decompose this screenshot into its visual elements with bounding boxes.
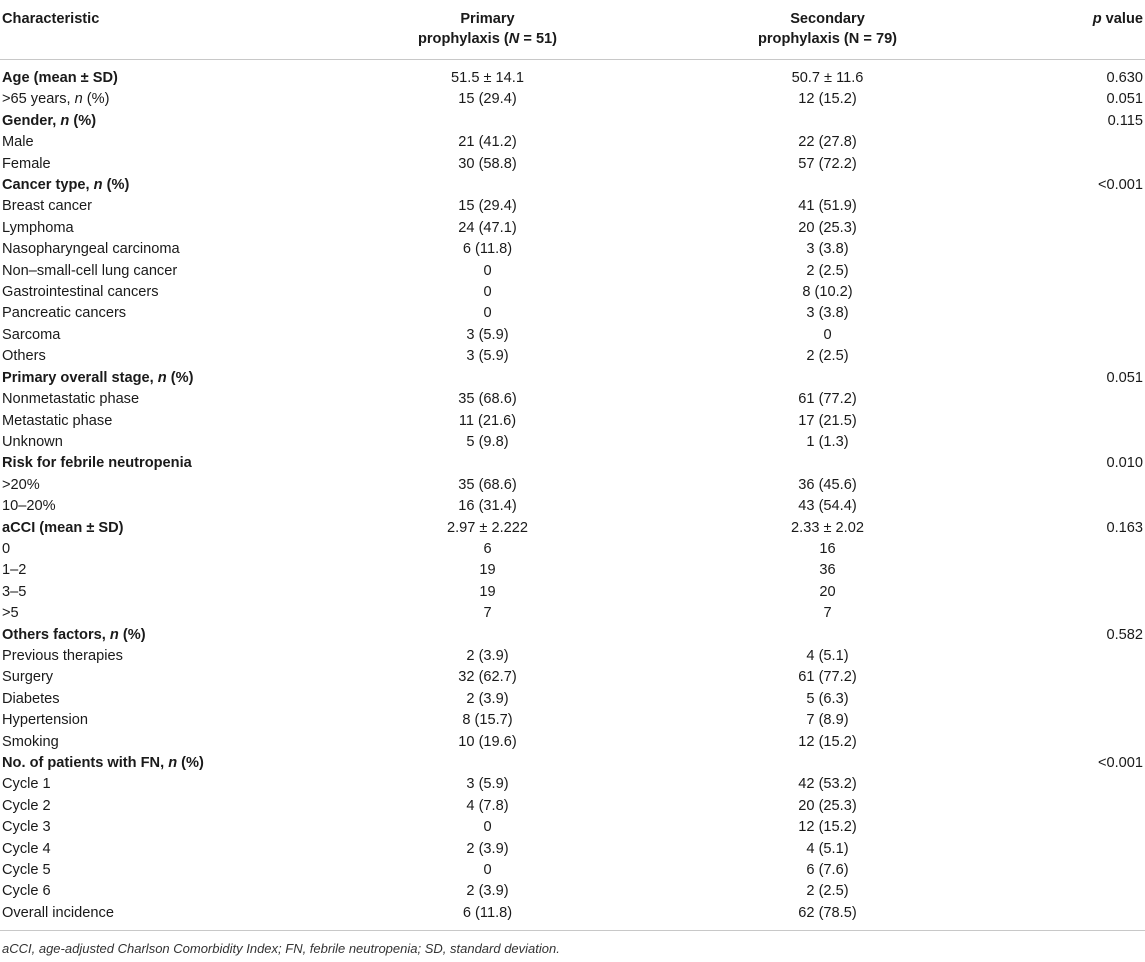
row-primary-value: 10 (19.6) — [458, 733, 517, 750]
row-p-value — [970, 282, 1145, 303]
table-row — [0, 411, 1145, 432]
row-characteristic — [0, 132, 290, 153]
row-characteristic — [0, 710, 290, 731]
row-secondary-value: 50.7 ± 11.6 — [791, 70, 864, 86]
row-label-suffix: (%) — [118, 626, 146, 643]
row-label: Age (mean ± SD) — [2, 70, 118, 86]
row-secondary-value: 17 (21.5) — [798, 412, 857, 429]
row-secondary-value: 20 — [819, 583, 836, 600]
row-characteristic — [0, 560, 290, 581]
table-row — [0, 89, 1145, 110]
row-label: Non–small-cell lung cancer — [2, 262, 178, 279]
row-characteristic — [0, 860, 290, 881]
row-characteristic — [0, 453, 290, 474]
header-primary-line1: Primary — [460, 11, 515, 27]
row-p-value — [970, 132, 1145, 153]
row-secondary-value: 36 (45.6) — [798, 476, 857, 493]
row-characteristic — [0, 346, 290, 367]
row-primary-value: 51.5 ± 14.1 — [451, 70, 524, 86]
table-header — [0, 0, 1145, 60]
table-body — [0, 60, 1145, 931]
row-primary-value — [290, 625, 685, 646]
row-primary-value: 16 (31.4) — [458, 498, 517, 515]
row-secondary-value: 1 (1.3) — [806, 433, 849, 450]
row-p-value — [970, 603, 1145, 624]
row-characteristic — [0, 667, 290, 688]
row-secondary-value: 2 (2.5) — [806, 262, 849, 279]
row-label: Smoking — [2, 733, 59, 750]
row-label-suffix: (%) — [82, 91, 110, 108]
row-secondary-value: 0 — [823, 326, 832, 343]
row-characteristic — [0, 432, 290, 453]
row-primary-value: 0 — [483, 862, 492, 879]
row-label: Overall incidence — [2, 904, 114, 921]
row-label: Sarcoma — [2, 326, 61, 343]
table-row — [0, 132, 1145, 153]
row-characteristic — [0, 753, 290, 774]
table-row — [0, 154, 1145, 175]
row-p-value: 0.163 — [1106, 519, 1143, 536]
row-p-value — [970, 860, 1145, 881]
row-label-italic: n — [60, 112, 70, 129]
row-p-value: 0.010 — [1106, 455, 1143, 472]
row-p-value — [970, 218, 1145, 239]
row-secondary-value: 22 (27.8) — [798, 134, 857, 151]
row-p-value — [970, 817, 1145, 838]
table-row — [0, 796, 1145, 817]
row-primary-value: 6 (11.8) — [462, 241, 513, 258]
row-p-value — [970, 732, 1145, 753]
row-characteristic — [0, 303, 290, 324]
row-label: Risk for febrile neutropenia — [2, 455, 192, 472]
row-characteristic — [0, 154, 290, 175]
row-secondary-value — [685, 625, 970, 646]
header-row — [0, 0, 1145, 60]
row-secondary-value: 42 (53.2) — [798, 776, 857, 793]
table-row — [0, 346, 1145, 367]
row-label: Cycle 5 — [2, 862, 51, 879]
row-primary-value: 30 (58.8) — [458, 155, 517, 172]
row-label: Cycle 2 — [2, 797, 51, 814]
row-p-value: 0.051 — [1106, 369, 1143, 386]
row-characteristic — [0, 603, 290, 624]
row-p-value — [970, 539, 1145, 560]
row-primary-value: 3 (5.9) — [466, 326, 509, 343]
row-primary-value: 15 (29.4) — [458, 198, 517, 215]
row-p-value — [970, 325, 1145, 346]
header-p-value — [970, 0, 1145, 60]
row-characteristic — [0, 196, 290, 217]
row-p-value: <0.001 — [1097, 755, 1143, 771]
row-primary-value: 3 (5.9) — [466, 348, 509, 365]
row-characteristic — [0, 111, 290, 132]
row-primary-value: 21 (41.2) — [458, 134, 517, 151]
row-primary-value: 2.97 ± 2.222 — [446, 519, 529, 536]
row-secondary-value: 3 (3.8) — [806, 241, 849, 258]
row-label: Previous therapies — [2, 647, 123, 664]
row-characteristic — [0, 175, 290, 196]
table-row — [0, 539, 1145, 560]
row-secondary-value: 57 (72.2) — [798, 155, 857, 172]
row-characteristic — [0, 496, 290, 517]
table-row — [0, 453, 1145, 474]
row-p-value — [970, 389, 1145, 410]
row-p-value — [970, 475, 1145, 496]
table-row — [0, 218, 1145, 239]
row-secondary-value: 2.33 ± 2.02 — [791, 519, 864, 536]
row-characteristic — [0, 839, 290, 860]
row-p-value — [970, 261, 1145, 282]
row-secondary-value: 8 (10.2) — [802, 284, 853, 301]
row-characteristic — [0, 689, 290, 710]
header-primary-line2b: = 51) — [519, 31, 558, 47]
row-secondary-value: 2 (2.5) — [806, 883, 849, 900]
row-label: Cycle 4 — [2, 840, 51, 857]
row-primary-value: 0 — [483, 819, 492, 836]
row-label: >5 — [2, 605, 19, 622]
row-primary-value: 4 (7.8) — [466, 797, 509, 814]
row-label: Lymphoma — [2, 219, 74, 236]
table-row — [0, 560, 1145, 581]
row-label-italic: n — [168, 755, 178, 771]
row-primary-value: 35 (68.6) — [458, 476, 517, 493]
table-row — [0, 710, 1145, 731]
row-label-suffix: (%) — [69, 112, 97, 129]
row-secondary-value: 41 (51.9) — [798, 198, 857, 215]
row-characteristic — [0, 646, 290, 667]
row-label: Others factors, — [2, 626, 110, 643]
row-p-value: 0.630 — [1106, 70, 1143, 86]
row-p-value — [970, 239, 1145, 260]
row-secondary-value: 4 (5.1) — [806, 840, 849, 857]
row-characteristic — [0, 774, 290, 795]
row-secondary-value: 12 (15.2) — [798, 91, 857, 108]
row-characteristic — [0, 625, 290, 646]
row-label: Nonmetastatic phase — [2, 391, 140, 408]
row-p-value — [970, 774, 1145, 795]
table-row — [0, 646, 1145, 667]
header-secondary-prophylaxis — [685, 0, 970, 60]
row-secondary-value: 20 (25.3) — [798, 219, 857, 236]
row-label: Cycle 1 — [2, 776, 51, 793]
row-label: Gender, — [2, 112, 61, 129]
table-row — [0, 860, 1145, 881]
row-secondary-value: 12 (15.2) — [798, 819, 857, 836]
row-label: Breast cancer — [2, 198, 93, 215]
row-secondary-value: 20 (25.3) — [798, 797, 857, 814]
table-row — [0, 625, 1145, 646]
row-primary-value: 0 — [483, 305, 492, 322]
row-characteristic — [0, 218, 290, 239]
row-secondary-value — [685, 175, 970, 196]
row-secondary-value — [685, 753, 970, 774]
row-primary-value: 7 — [483, 605, 492, 622]
row-characteristic — [0, 539, 290, 560]
row-primary-value: 6 (11.8) — [462, 904, 513, 921]
row-label: Others — [2, 348, 46, 365]
row-primary-value: 2 (3.9) — [466, 840, 509, 857]
row-label: Hypertension — [2, 712, 88, 729]
row-secondary-value — [685, 453, 970, 474]
row-p-value: <0.001 — [1097, 177, 1143, 194]
row-secondary-value: 62 (78.5) — [798, 904, 857, 921]
row-primary-value: 32 (62.7) — [458, 669, 517, 686]
row-label-italic: n — [93, 177, 103, 194]
row-label: Female — [2, 155, 51, 172]
row-primary-value: 11 (21.6) — [458, 412, 517, 429]
row-secondary-value: 43 (54.4) — [798, 498, 857, 515]
row-characteristic — [0, 881, 290, 902]
row-characteristic — [0, 239, 290, 260]
table-row — [0, 689, 1145, 710]
row-characteristic — [0, 518, 290, 539]
row-primary-value: 19 — [479, 562, 496, 579]
row-label: 10–20% — [2, 498, 56, 515]
row-characteristic — [0, 411, 290, 432]
row-primary-value: 3 (5.9) — [466, 776, 509, 793]
table-row — [0, 368, 1145, 389]
table-row — [0, 518, 1145, 539]
row-secondary-value: 61 (77.2) — [798, 669, 857, 686]
row-p-value — [970, 689, 1145, 710]
row-primary-value — [290, 453, 685, 474]
header-characteristic: Characteristic — [2, 11, 100, 27]
row-characteristic — [0, 389, 290, 410]
row-p-value: 0.051 — [1106, 91, 1143, 108]
row-label: Metastatic phase — [2, 412, 113, 429]
row-primary-value: 15 (29.4) — [458, 91, 517, 108]
row-secondary-value: 16 — [819, 540, 836, 557]
header-p: p — [1092, 11, 1102, 27]
row-secondary-value: 6 (7.6) — [806, 862, 849, 879]
row-primary-value: 24 (47.1) — [458, 219, 517, 236]
table-row — [0, 732, 1145, 753]
row-primary-value — [290, 368, 685, 389]
row-secondary-value: 36 — [819, 562, 836, 579]
row-p-value — [970, 667, 1145, 688]
row-label: aCCI (mean ± SD) — [2, 519, 124, 536]
row-p-value: 0.582 — [1106, 626, 1143, 643]
row-primary-value: 5 (9.8) — [466, 433, 509, 450]
row-p-value — [970, 796, 1145, 817]
row-characteristic — [0, 796, 290, 817]
row-primary-value: 0 — [483, 284, 492, 301]
row-characteristic — [0, 582, 290, 603]
row-label-italic: n — [157, 369, 167, 386]
row-label: Cancer type, — [2, 177, 94, 194]
table-row — [0, 303, 1145, 324]
row-primary-value — [290, 753, 685, 774]
row-p-value — [970, 154, 1145, 175]
row-secondary-value: 2 (2.5) — [806, 348, 849, 365]
row-characteristic — [0, 282, 290, 303]
header-p-rest: value — [1101, 11, 1143, 27]
table-row — [0, 239, 1145, 260]
table-row — [0, 881, 1145, 902]
table-row — [0, 774, 1145, 795]
table-row — [0, 475, 1145, 496]
row-characteristic — [0, 817, 290, 838]
row-label: No. of patients with FN, — [2, 755, 169, 771]
table-row — [0, 582, 1145, 603]
header-secondary-line2: prophylaxis (N = 79) — [757, 31, 898, 47]
row-p-value — [970, 582, 1145, 603]
table-row — [0, 111, 1145, 132]
row-primary-value: 35 (68.6) — [458, 391, 517, 408]
row-p-value — [970, 411, 1145, 432]
row-label: Unknown — [2, 433, 63, 450]
row-primary-value — [290, 175, 685, 196]
row-label-italic: n — [109, 626, 119, 643]
row-label: 3–5 — [2, 583, 27, 600]
row-p-value — [970, 839, 1145, 860]
row-primary-value: 2 (3.9) — [466, 647, 509, 664]
row-label-italic: n — [74, 91, 83, 108]
header-primary-n: N — [508, 31, 520, 47]
row-secondary-value — [685, 111, 970, 132]
row-label-suffix: (%) — [177, 755, 204, 771]
row-characteristic — [0, 475, 290, 496]
table-row — [0, 175, 1145, 196]
row-label: 1–2 — [2, 562, 27, 579]
table-row — [0, 60, 1145, 90]
row-p-value — [970, 710, 1145, 731]
row-label: Cycle 3 — [2, 819, 51, 836]
row-characteristic — [0, 732, 290, 753]
row-p-value — [970, 646, 1145, 667]
row-primary-value: 8 (15.7) — [462, 712, 513, 729]
row-secondary-value: 5 (6.3) — [806, 690, 849, 707]
table-row — [0, 196, 1145, 217]
row-label: Diabetes — [2, 690, 60, 707]
row-label: >65 years, — [2, 91, 75, 108]
table-row — [0, 667, 1145, 688]
table-row — [0, 325, 1145, 346]
row-secondary-value: 3 (3.8) — [806, 305, 849, 322]
table-row — [0, 839, 1145, 860]
row-label: Pancreatic cancers — [2, 305, 127, 322]
row-label: Primary overall stage, — [2, 369, 158, 386]
row-p-value — [970, 346, 1145, 367]
row-secondary-value — [685, 368, 970, 389]
row-label-suffix: (%) — [166, 369, 194, 386]
table-row — [0, 282, 1145, 303]
header-primary-prophylaxis — [290, 0, 685, 60]
row-primary-value — [290, 111, 685, 132]
row-primary-value: 2 (3.9) — [466, 690, 509, 707]
row-secondary-value: 12 (15.2) — [798, 733, 857, 750]
row-secondary-value: 7 — [823, 605, 832, 622]
row-p-value — [970, 496, 1145, 517]
row-label: Nasopharyngeal carcinoma — [2, 241, 180, 258]
row-primary-value: 0 — [483, 262, 492, 279]
table-row — [0, 261, 1145, 282]
row-characteristic — [0, 60, 290, 90]
table-row — [0, 432, 1145, 453]
row-label-suffix: (%) — [102, 177, 130, 194]
row-characteristic — [0, 261, 290, 282]
header-primary-line2a: prophylaxis ( — [417, 31, 509, 47]
row-label: Male — [2, 134, 34, 151]
row-p-value — [970, 303, 1145, 324]
row-characteristic — [0, 325, 290, 346]
table-row — [0, 753, 1145, 774]
table-row — [0, 817, 1145, 838]
row-secondary-value: 61 (77.2) — [798, 391, 857, 408]
row-primary-value: 2 (3.9) — [466, 883, 509, 900]
row-characteristic — [0, 903, 290, 931]
table-row — [0, 389, 1145, 410]
row-p-value — [970, 196, 1145, 217]
header-secondary-line1: Secondary — [790, 11, 865, 27]
row-p-value — [970, 881, 1145, 902]
row-secondary-value: 7 (8.9) — [806, 712, 849, 729]
row-label: Cycle 6 — [2, 883, 51, 900]
row-label: 0 — [2, 540, 11, 557]
row-label: Surgery — [2, 669, 54, 686]
table-row — [0, 603, 1145, 624]
table-row — [0, 496, 1145, 517]
row-characteristic — [0, 89, 290, 110]
row-p-value — [970, 560, 1145, 581]
row-primary-value: 19 — [479, 583, 496, 600]
row-secondary-value: 4 (5.1) — [806, 647, 849, 664]
table-footnote: aCCI, age-adjusted Charlson Comorbidity Index; FN, febrile neutropenia; SD, standard deviation. — [2, 941, 560, 957]
row-p-value — [970, 903, 1145, 931]
row-p-value — [970, 432, 1145, 453]
table-row — [0, 903, 1145, 931]
row-label: >20% — [2, 476, 40, 493]
row-primary-value: 6 — [483, 540, 492, 557]
row-label: Gastrointestinal cancers — [2, 284, 159, 301]
row-characteristic — [0, 368, 290, 389]
row-p-value: 0.115 — [1107, 112, 1143, 129]
